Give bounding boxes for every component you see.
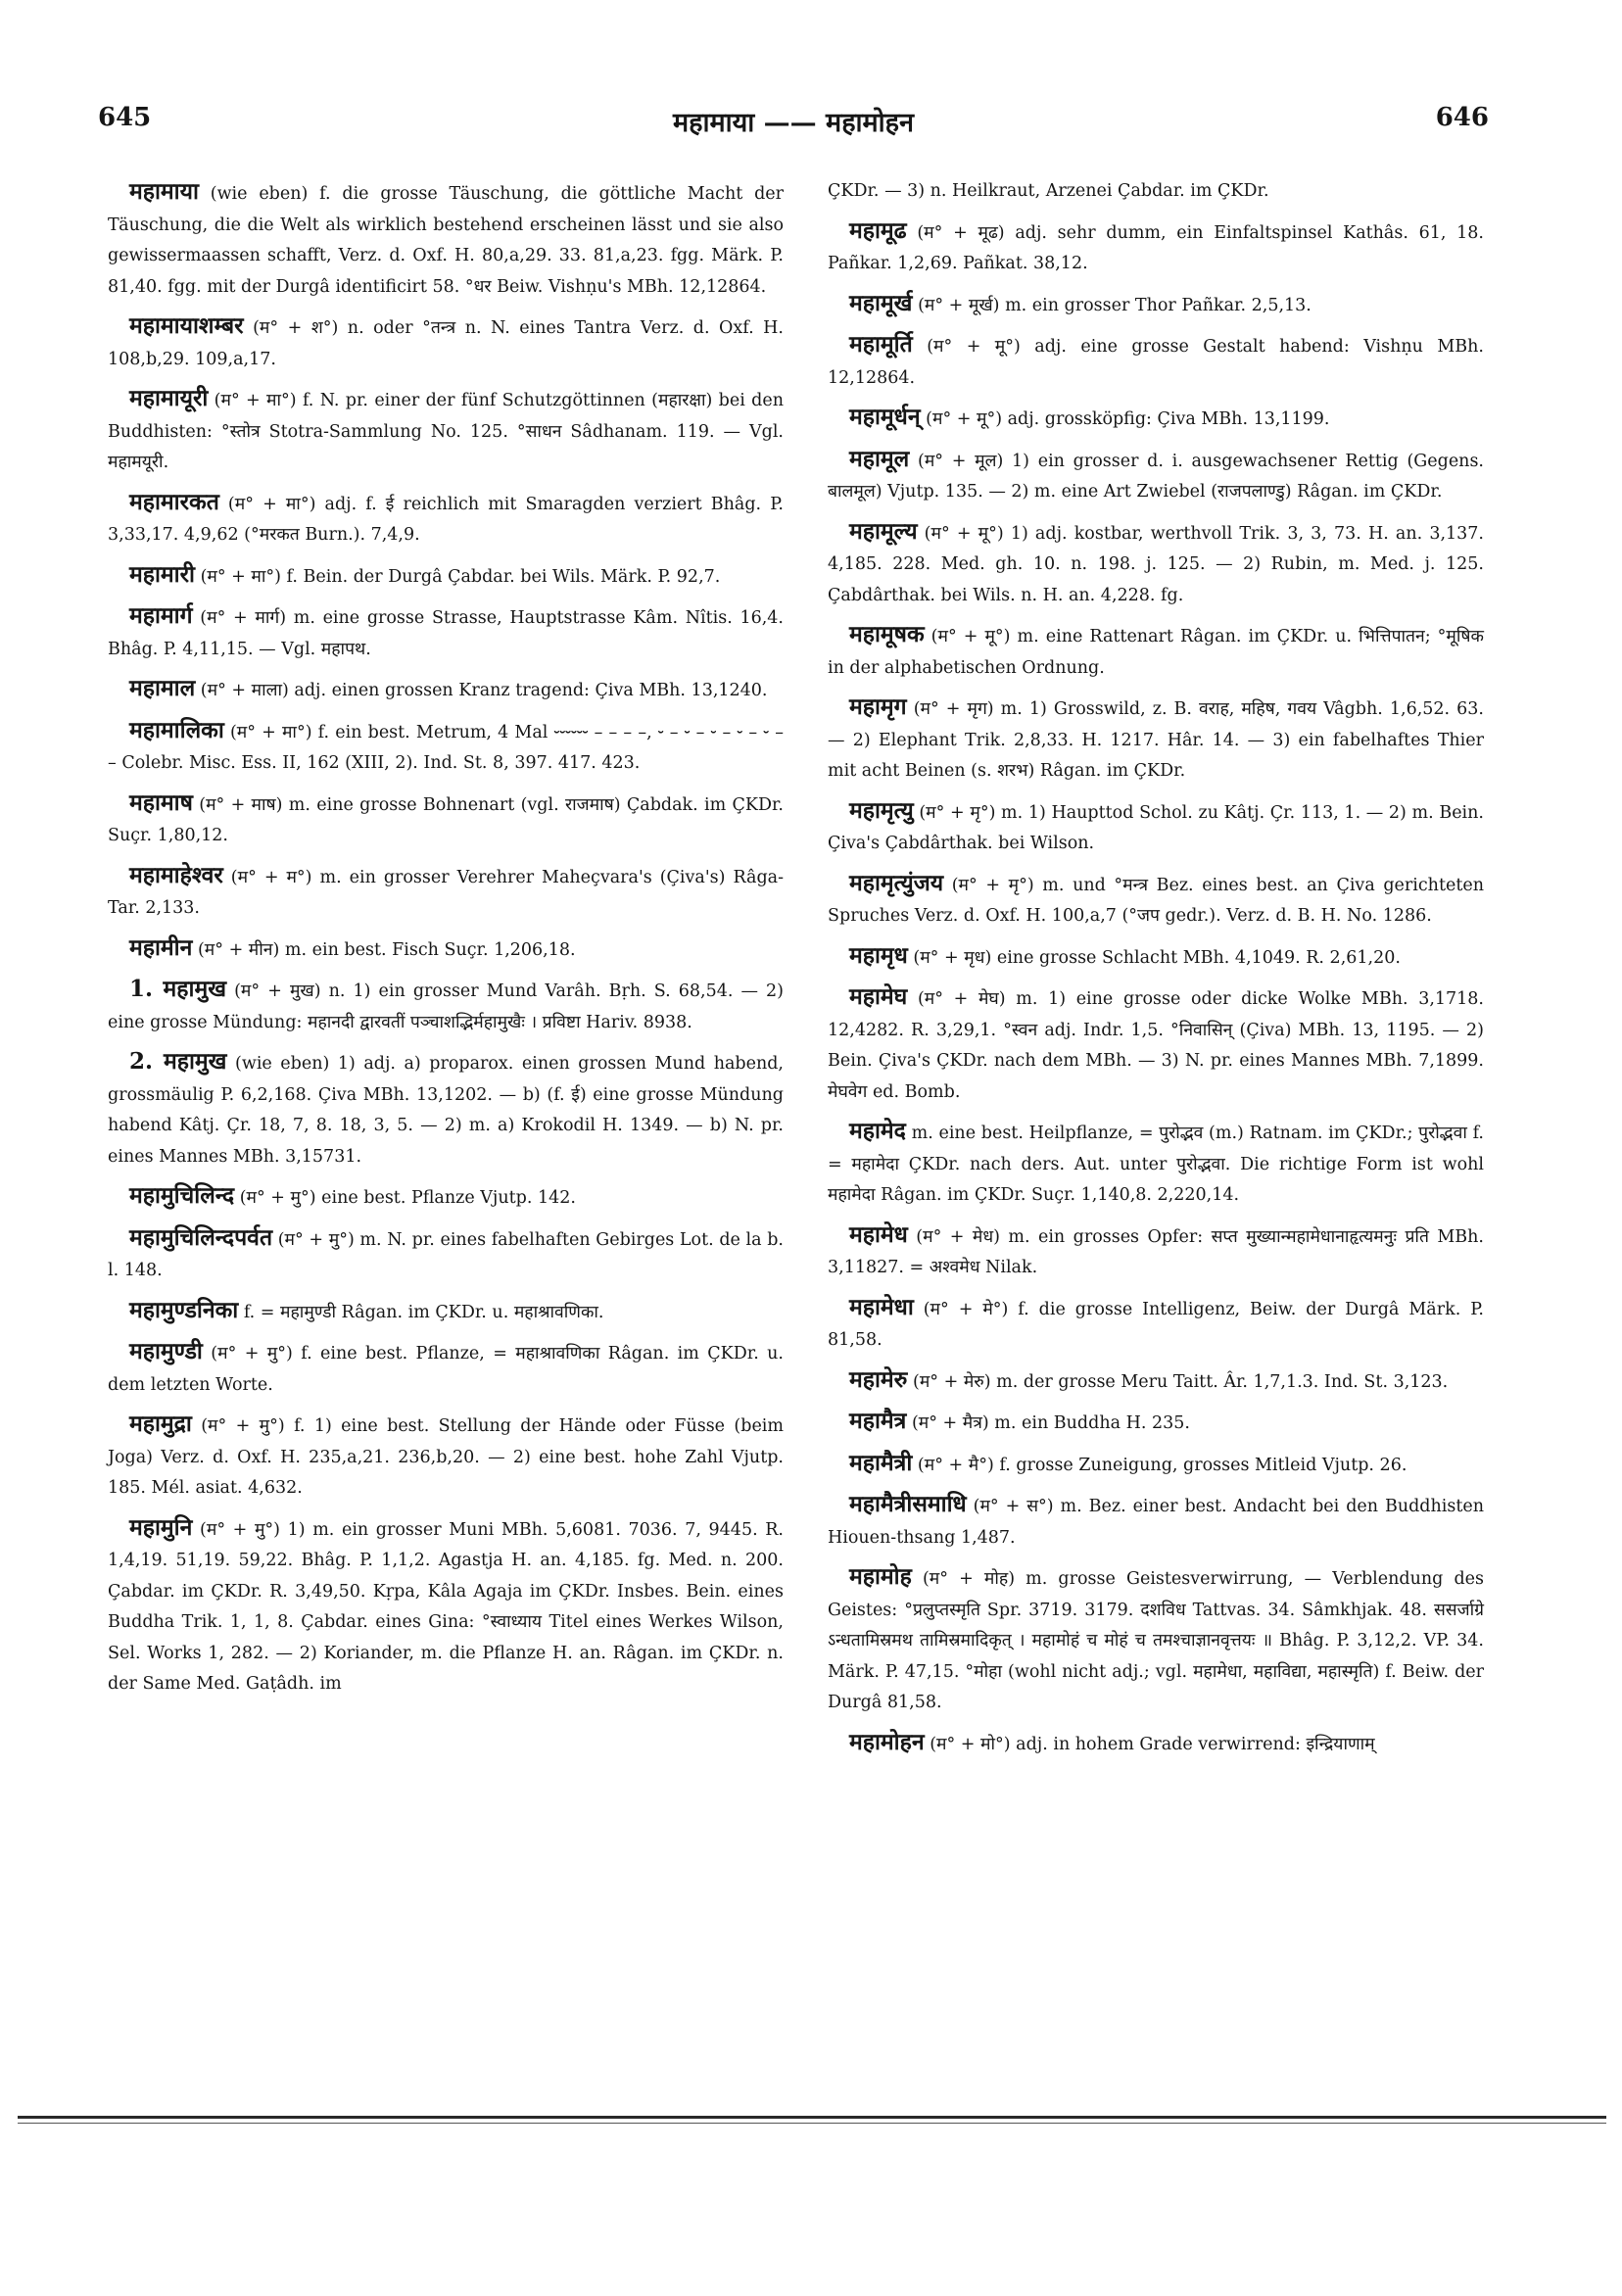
dictionary-entry <box>828 215 1484 280</box>
entry-headword: 2. महामुख <box>129 1048 227 1075</box>
entry-headword: महामीन <box>129 933 193 961</box>
entry-headword: 1. महामुख <box>129 976 227 1002</box>
dictionary-entry <box>828 940 1484 975</box>
dictionary-entry <box>828 1561 1484 1719</box>
dictionary-entry <box>828 1116 1484 1212</box>
entry-headword: महामूल <box>849 445 910 472</box>
entry-definition: (म° + मु°) m. N. pr. eines fabelhaften Gebirges Lot. de la b. l. 148. <box>108 1229 784 1280</box>
entry-headword: महामेद <box>849 1118 906 1144</box>
entry-headword: महामुनि <box>129 1513 193 1541</box>
entry-definition: (म° + मु°) 1) m. ein grosser Muni MBh. 5,6081. 7036. 7, 9445. R. 1,4,19. 51,19. 59,22. Bhâg. P. 1,1,2. Agastja H. an. 4,185. fg. Med. n. 200. Çabdar. im ÇKDr. R. 3,49,50. Kṛpa, Kâla Agaja im ÇKDr. Insbes. Bein. eines Buddha Trik. 1, 1, 8. Çabdar. eines Gina: °स्वाध्याय Titel eines Werkes Wilson, Sel. Works 1, 282. — 2) Koriander, m. die Pflanze H. an. Râgan. im ÇKDr. n. der Same Med. Gaṭâdh. im <box>108 1519 784 1694</box>
dictionary-entry <box>828 402 1484 436</box>
page-number-right: 646 <box>1435 103 1489 132</box>
entry-headword: महामूढ <box>849 216 907 244</box>
entry-headword: महामूल्य <box>849 517 918 545</box>
page-header <box>98 103 1489 152</box>
entry-definition: (म° + मूल) 1) ein grosser d. i. ausgewachsener Rettig (Gegens. बालमूल) Vjutp. 135. — 2) m. eine Art Zwiebel (राजपलाण्डु) Râgan. im ÇKDr. <box>828 451 1484 502</box>
entry-headword: महामेधा <box>849 1293 914 1320</box>
dictionary-entry <box>828 981 1484 1108</box>
dictionary-entry <box>108 1409 784 1505</box>
entry-headword: महामूषक <box>849 621 925 647</box>
dictionary-entry <box>108 311 784 375</box>
entry-headword: महामाष <box>129 789 193 816</box>
dictionary-entry <box>828 444 1484 508</box>
dictionary-entry <box>828 868 1484 933</box>
entry-headword: महामारी <box>129 560 195 588</box>
entry-definition: (wie eben) 1) adj. a) proparox. einen grossen Mund habend, grossmäulig P. 6,2,168. Çiva MBh. 13,1202. — b) (f. ई) eine grosse Mündung habend Kâtj. Çr. 18, 7, 8. 18, 3, 5. — 2) m. a) Krokodil H. 1349. — b) N. pr. eines Mannes MBh. 3,15731. <box>108 1054 784 1167</box>
entry-headword: महामूर्ति <box>849 331 913 358</box>
entry-definition: (म° + मु°) f. 1) eine best. Stellung der Hände oder Füsse (beim Joga) Verz. d. Oxf. H. 235,a,21. 236,b,20. — 2) eine best. hohe Zahl Vjutp. 185. Mél. asiat. 4,632. <box>108 1416 784 1498</box>
dictionary-entry <box>108 1336 784 1401</box>
entry-headword: महामालिका <box>129 716 224 743</box>
entry-headword: महामृध <box>849 941 908 969</box>
entry-headword: महामाया <box>129 178 199 205</box>
dictionary-entry <box>828 1292 1484 1357</box>
entry-definition: (म° + स°) m. Bez. einer best. Andacht bei den Buddhisten Hiouen-thsang 1,487. <box>828 1497 1484 1548</box>
dictionary-entry <box>108 860 784 925</box>
dictionary-entry <box>828 1406 1484 1440</box>
entry-headword: महामैत्री <box>849 1449 913 1476</box>
running-title: महामाया —— महामोहन <box>672 108 914 138</box>
bottom-rule-thin <box>18 2123 1606 2124</box>
entry-headword: महामुण्डनिका <box>129 1296 239 1323</box>
dictionary-entry <box>828 288 1484 322</box>
entry-definition: (म° + मू°) 1) adj. kostbar, werthvoll Trik. 3, 3, 73. H. an. 3,137. 4,185. 228. Med. gh. 10. n. 198. j. 125. — 2) Rubin, m. Med. j. 125. Çabdârthak. bei Wils. n. H. an. 4,228. fg. <box>828 523 1484 605</box>
entry-definition: (म° + म°) m. ein grosser Verehrer Maheçvara's (Çiva's) Râga-Tar. 2,133. <box>108 867 784 918</box>
entry-definition: (म° + मा°) f. N. pr. einer der fünf Schutzgöttinnen (महारक्षा) bei den Buddhisten: °स्तोत्र Stotra-Sammlung No. 125. °साधन Sâdhanam. 119. — Vgl. महामयूरी. <box>108 391 784 472</box>
entry-definition: (म° + मू°) adj. eine grosse Gestalt habend: Vishṇu MBh. 12,12864. <box>828 337 1484 388</box>
entry-definition: (म° + मैत्र) m. ein Buddha H. 235. <box>906 1413 1190 1433</box>
dictionary-entry <box>108 715 784 780</box>
entry-definition: (म° + मेघ) m. 1) eine grosse oder dicke Wolke MBh. 3,1718. 12,4282. R. 3,29,1. °स्वन adj. Indr. 1,5. °निवासिन् (Çiva) MBh. 13, 1195. — 2) Bein. Çiva's ÇKDr. nach dem MBh. — 3) N. pr. eines Mannes MBh. 7,1899. मेघवेग ed. Bomb. <box>828 989 1484 1102</box>
entry-definition: (म° + मुख) n. 1) ein grosser Mund Varâh. Bṛh. S. 68,54. — 2) eine grosse Mündung: महानदी द्वारवतीं पञ्चाशद्भिर्महामुखैः । प्रविष्टा Hariv. 8938. <box>108 981 784 1032</box>
dictionary-entry <box>828 619 1484 684</box>
dictionary-entry <box>828 1727 1484 1761</box>
entry-definition: (म° + मू°) m. eine Rattenart Râgan. im ÇKDr. u. भित्तिपातन; °मूषिक in der alphabetischen Ordnung. <box>828 627 1484 678</box>
entry-definition: (म° + मृ°) m. und °मन्त्र Bez. eines best. an Çiva gerichteten Spruches Verz. d. Oxf. H. 100,a,7 (°जप gedr.). Verz. d. B. H. No. 1286. <box>828 875 1484 926</box>
entry-headword: महामेध <box>849 1220 908 1248</box>
dictionary-entry <box>108 933 784 967</box>
entry-definition: (म° + मोह) m. grosse Geistesverwirrung, — Verblendung des Geistes: °प्रलुप्तस्मृति Spr. 3719. 3179. दशविध Tattvas. 34. Sâmkhjak. 48. ससर्जाग्रे ऽन्धतामिस्रमथ तामिस्रमादिकृत् । महामोहं च मोहं च तमश्चाज्ञानवृत्तयः ॥ Bhâg. P. 3,12,2. VP. 34. Märk. P. 47,15. °मोहा (wohl nicht adj.; vgl. महामेधा, महाविद्या, महास्मृति) f. Beiw. der Durgâ 81,58. <box>828 1569 1484 1712</box>
entry-headword: महामाल <box>129 675 196 701</box>
entry-definition: (म° + मु°) f. eine best. Pflanze, = महाश्रावणिका Râgan. im ÇKDr. u. dem letzten Worte. <box>108 1344 784 1395</box>
entry-definition: ÇKDr. — 3) n. Heilkraut, Arzenei Çabdar. im ÇKDr. <box>828 181 1269 201</box>
entry-headword: महामायाशम्बर <box>129 312 244 339</box>
entry-definition: (म° + मूर्ख) m. ein grosser Thor Pañkar. 2,5,13. <box>912 295 1312 315</box>
left-column <box>108 176 784 1708</box>
dictionary-entry <box>108 974 784 1038</box>
entry-definition: (म° + श°) n. oder °तन्त्र n. N. eines Tantra Verz. d. Oxf. H. 108,b,29. 109,a,17. <box>108 318 784 369</box>
entry-headword: महामुद्रा <box>129 1411 192 1437</box>
dictionary-entry <box>108 1180 784 1215</box>
right-column <box>828 176 1484 1768</box>
entry-headword: महामुण्डी <box>129 1338 203 1364</box>
entry-definition: (म° + मे°) f. die grosse Intelligenz, Beiw. der Durgâ Märk. P. 81,58. <box>828 1299 1484 1350</box>
entry-headword: महामोह <box>849 1563 912 1590</box>
dictionary-entry <box>108 383 784 479</box>
entry-headword: महामाहेश्वर <box>129 861 223 888</box>
dictionary-entry <box>108 1512 784 1700</box>
dictionary-entry <box>828 692 1484 788</box>
entry-definition: (म° + मूढ) adj. sehr dumm, ein Einfaltspinsel Kathâs. 61, 18. Pañkar. 1,2,69. Pañkat. 38,12. <box>828 222 1484 273</box>
entry-headword: महामूर्ख <box>849 289 913 316</box>
dictionary-entry <box>828 795 1484 860</box>
entry-definition: (म° + मु°) eine best. Pflanze Vjutp. 142. <box>234 1188 576 1208</box>
entry-definition: (म° + माला) adj. einen grossen Kranz tragend: Çiva MBh. 13,1240. <box>195 681 768 700</box>
entry-headword: महामृत्यु <box>849 796 914 824</box>
dictionary-entry <box>108 487 784 551</box>
entry-headword: महामुचिलिन्दपर्वत <box>129 1223 273 1251</box>
entry-definition: (म° + माष) m. eine grosse Bohnenart (vgl. राजमाष) Çabdak. im ÇKDr. Suçr. 1,80,12. <box>108 794 784 845</box>
entry-headword: महामेरु <box>849 1365 908 1393</box>
entry-headword: महामोहन <box>849 1728 925 1755</box>
bottom-rule <box>18 2116 1606 2119</box>
dictionary-entry <box>828 516 1484 612</box>
dictionary-entry <box>828 1220 1484 1284</box>
entry-definition: (म° + मा°) adj. f. ई reichlich mit Smaragden verziert Bhâg. P. 3,33,17. 4,9,62 (°मरकत Burn.). 7,4,9. <box>108 494 784 545</box>
entry-headword: महामायूरी <box>129 385 209 411</box>
dictionary-entry <box>828 1448 1484 1482</box>
page-number-left: 645 <box>98 103 152 132</box>
entry-headword: महामृत्युंजय <box>849 869 944 896</box>
entry-headword: महामारकत <box>129 488 219 515</box>
dictionary-entry <box>108 559 784 594</box>
dictionary-entry <box>108 1295 784 1329</box>
entry-headword: महामेघ <box>849 983 908 1010</box>
entry-definition: (म° + मृग) m. 1) Grosswild, z. B. वराह, महिष, गवय Vâgbh. 1,6,52. 63. — 2) Elephant Trik. 2,8,33. H. 1217. Hâr. 14. — 3) ein fabelhaftes Thier mit acht Beinen (s. शरभ) Râgan. im ÇKDr. <box>828 699 1484 781</box>
dictionary-entry <box>828 176 1484 208</box>
entry-definition: (म° + मृध) eine grosse Schlacht MBh. 4,1049. R. 2,61,20. <box>907 947 1401 968</box>
entry-definition: (म° + मा°) f. ein best. Metrum, 4 Mal ⏑⏑⏑⏑⏑⏑ – – – –, ⏑ – ⏑ – ⏑ – ⏑ – ⏑ – – Colebr. Misc. Ess. II, 162 (XIII, 2). Ind. St. 8, 397. 417. 423. <box>108 722 784 773</box>
dictionary-entry <box>108 600 784 665</box>
entry-definition: (म° + मै°) f. grosse Zuneigung, grosses Mitleid Vjutp. 26. <box>912 1455 1407 1475</box>
entry-definition: (म° + मेध) m. ein grosses Opfer: सप्त मुख्यान्महामेधानाहृत्यमनुः प्रति MBh. 3,11827. = अश्वमेध Nilak. <box>828 1226 1484 1277</box>
dictionary-entry <box>828 1489 1484 1554</box>
entry-headword: महामार्ग <box>129 602 193 629</box>
entry-headword: महामैत्रीसमाधि <box>849 1491 967 1517</box>
entry-definition: m. eine best. Heilpflanze, = पुरोद्भव (m.) Ratnam. im ÇKDr.; पुरोद्भवा f. = महामेदा ÇKDr. nach ders. Aut. unter पुरोद्भवा. Die richtige Form ist wohl महामेदा Râgan. im ÇKDr. Suçr. 1,140,8. 2,220,14. <box>828 1124 1484 1205</box>
entry-headword: महामैत्र <box>849 1408 907 1434</box>
entry-definition: (म° + मीन) m. ein best. Fisch Suçr. 1,206,18. <box>192 939 576 960</box>
entry-definition: f. = महामुण्डी Râgan. im ÇKDr. u. महाश्रावणिका. <box>238 1302 604 1322</box>
entry-definition: (म° + मा°) f. Bein. der Durgâ Çabdar. bei Wils. Märk. P. 92,7. <box>195 566 721 587</box>
entry-definition: (म° + मृ°) m. 1) Haupttod Schol. zu Kâtj. Çr. 113, 1. — 2) m. Bein. Çiva's Çabdârthak. bei Wilson. <box>828 802 1484 853</box>
dictionary-entry <box>828 329 1484 394</box>
entry-definition: (म° + मेरु) m. der grosse Meru Taitt. Âr. 1,7,1.3. Ind. St. 3,123. <box>907 1371 1449 1392</box>
entry-headword: महामृग <box>849 694 907 720</box>
entry-definition: (म° + मो°) adj. in hohem Grade verwirrend: इन्द्रियाणाम् <box>924 1734 1375 1754</box>
entry-definition: (म° + मार्ग) m. eine grosse Strasse, Hauptstrasse Kâm. Nîtis. 16,4. Bhâg. P. 4,11,15. — Vgl. महापथ. <box>108 608 784 659</box>
entry-headword: महामुचिलिन्द <box>129 1182 235 1209</box>
entry-headword: महामूर्धन् <box>849 404 921 430</box>
dictionary-entry <box>108 673 784 707</box>
dictionary-entry <box>828 1364 1484 1399</box>
dictionary-entry <box>108 1046 784 1172</box>
entry-definition: (wie eben) f. die grosse Täuschung, die göttliche Macht der Täuschung, die die Welt als wirklich bestehend erscheinen lässt und sie also gewissermaassen schafft, Verz. d. Oxf. H. 80,a,29. 33. 81,a,23. fgg. Märk. P. 81,40. fgg. mit der Durgâ identificirt 58. °धर Beiw. Vishṇu's MBh. 12,12864. <box>108 184 784 297</box>
entry-definition: (म° + मू°) adj. grossköpfig: Çiva MBh. 13,1199. <box>920 409 1330 429</box>
dictionary-entry <box>108 788 784 852</box>
dictionary-entry <box>108 176 784 303</box>
dictionary-entry <box>108 1222 784 1287</box>
